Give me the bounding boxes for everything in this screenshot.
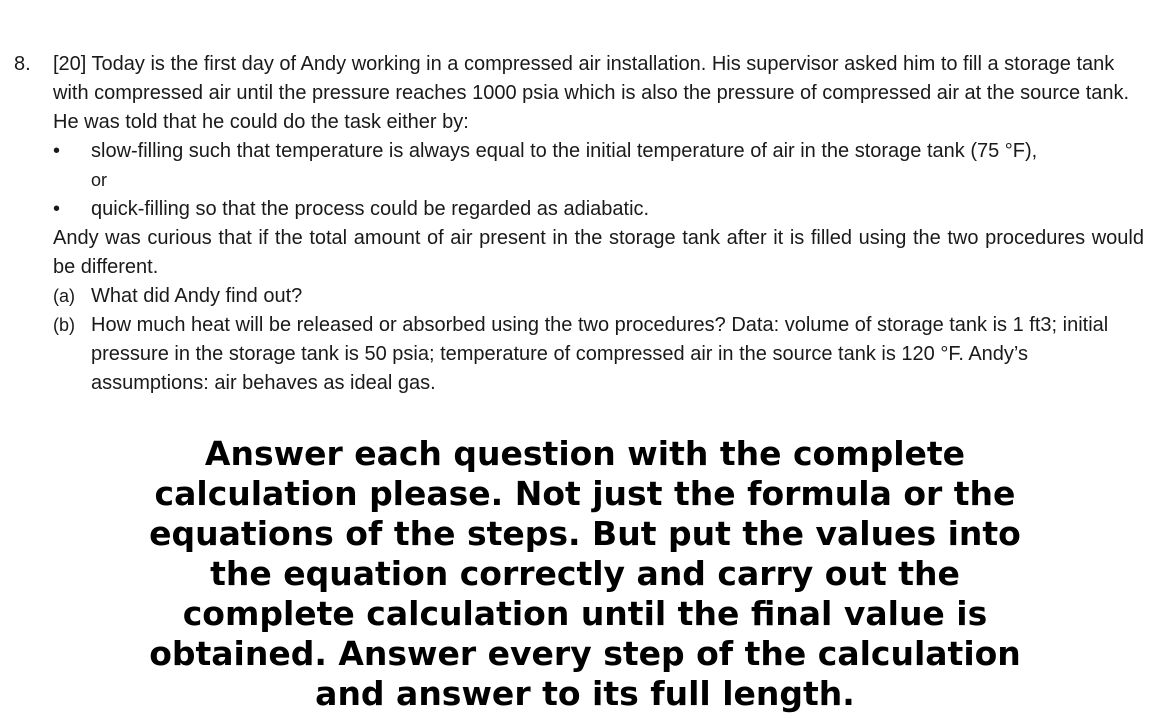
part-b-label: (b) [53,315,75,335]
procedure-list [14,137,1144,224]
part-b [53,311,1144,398]
question-header [14,50,1144,137]
curiosity-paragraph: Andy was curious that if the total amount of air present in the storage tank after it is filled using the two procedures would be different. [53,227,1144,278]
problem-statement [14,50,1144,398]
bullet-text [91,137,1144,195]
question-number: 8. [14,53,31,75]
part-a-text: What did Andy find out? [91,285,303,307]
bullet-quick-filling-text: quick-filling so that the process could be regarded as adiabatic. [91,198,650,220]
bullet-icon: • [53,198,61,220]
part-a [53,282,1144,311]
answer-instruction: Answer each question with the complete calculation please. Not just the formula or the equations of the steps. But put the values into the equation correctly and carry out the complete calculation until the final value is obtained. Answer every step of the calculation and answer to its full length. [149,434,1021,713]
part-b-text: How much heat will be released or absorbed using the two procedures? Data: volume of storage tank is 1 ft3; initial pressure in the storage tank is 50 psia; temperature of compressed air in the source tank is 120 °F. Andy’s assumptions: air behaves as ideal gas. [91,314,1109,394]
part-a-label: (a) [53,286,75,306]
bullet-icon: • [53,140,61,162]
list-item-quick-filling [53,195,1144,224]
question-intro: [20] Today is the first day of Andy working in a compressed air installation. His supervisor asked him to fill a storage tank with compressed air until the pressure reaches 1000 psia which is also the pressure of compressed air at the source tank. He was told that he could do the task either by: [53,53,1130,133]
bullet-or-text: or [91,170,108,190]
list-item-slow-filling [53,137,1144,195]
bullet-slow-filling-text: slow-filling such that temperature is always equal to the initial temperature of air in the storage tank (75 °F), [91,140,1038,162]
